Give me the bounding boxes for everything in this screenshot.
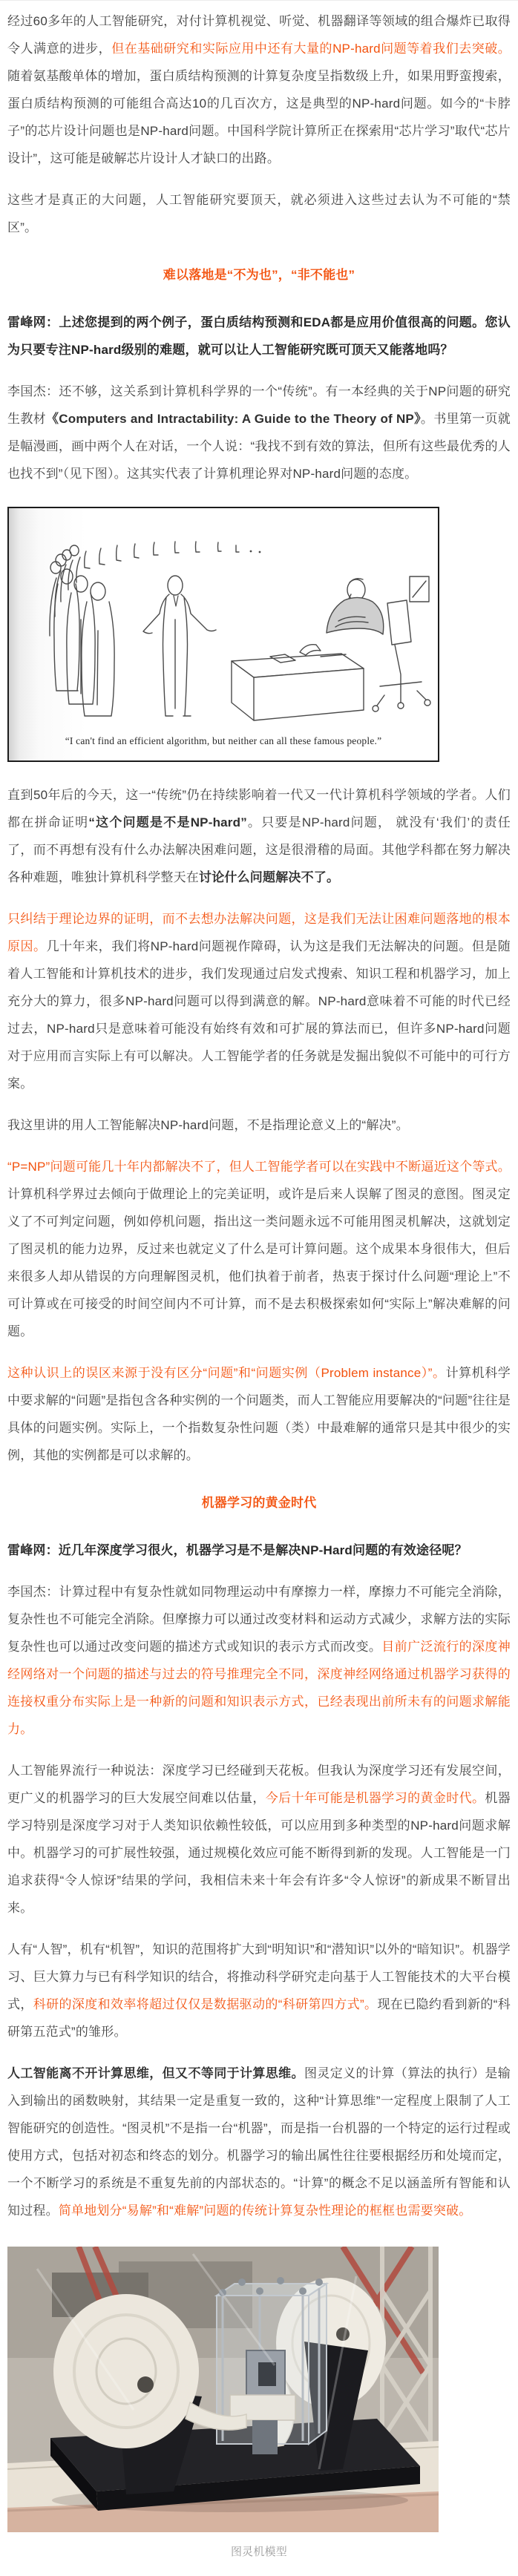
text-segment: 今后十年可能是机器学习的黄金时代。: [265, 1791, 485, 1806]
answer-2: [7, 1578, 511, 1743]
paragraph-big-problems: [7, 186, 511, 241]
turing-machine-drawing: [7, 2247, 439, 2532]
paragraph-root-cause: [7, 905, 511, 1097]
text-segment: 这些才是真正的大问题，人工智能研究要顶天，就必须进入这些过去认为不可能的“禁区”。: [7, 193, 511, 234]
turing-machine-photo: [7, 2247, 439, 2532]
text-segment: 经过60多年的人工智能研究，对付计算机视觉、听觉、机器翻译等领域的组合爆炸已取得令人满意的进步，: [7, 14, 511, 56]
text-segment: 几十年来，我们将NP-hard问题视作障碍，认为这是我们无法解决的问题。但是随着人工智能和计算机技术的进步，我们发现通过启发式搜索、知识工程和机器学习，加上充分大的算力，很多NP-hard问题可以得到满意的解。NP-hard意味着不可能的时代已经过去，NP-hard只是意味着可能没有始终有效和可扩展的算法而已，但许多NP-hard问题对于应用而言实际上有可以解决。人工智能学者的任务就是发掘出貌似不可能中的可行方案。: [7, 939, 511, 1091]
turing-machine-figure: [7, 2247, 511, 2561]
text-segment: 李国杰：计算过程中有复杂性就如同物理运动中有摩擦力一样，摩擦力不可能完全消除，复杂性也不可能完全消除。但摩擦力可以通过改变材料和运动方式减少，求解方法的实际复杂性也可以通过改变问题的描述方式或知识的表示方式而改变。: [7, 1585, 511, 1655]
text-segment: 这种认识上的误区来源于没有区分“问题”和“问题实例（Problem instance）”。: [7, 1366, 446, 1381]
cartoon-figure: [7, 507, 511, 762]
text-segment: 计算机科学中要求解的“问题”是指包含各种实例的一个问题类，而人工智能应用要解决的“问题”往往是具体的问题实例。实际上，一个指数复杂性问题（类）中最难解的通常只是其中很少的实例，其他的实例都是可以求解的。: [7, 1366, 511, 1463]
text-segment: 简单地划分“易解”和“难解”问题的传统计算复杂性理论的框框也需要突破。: [58, 2204, 472, 2218]
text-segment: 讨论什么问题解决不了。: [199, 870, 340, 885]
text-segment: 只纠结于理论边界的证明，而不去想办法解决问题，这是我们无法让困难问题落地的根本原因。: [7, 912, 511, 954]
text-segment: 图灵定义的计算（算法的执行）是输入到输出的函数映射，其结果一定是重复一致的，这种“计算思维”一定程度上限制了人工智能研究的创造性。“图灵机”不是指一台“机器”，而是指一台机器的一个特定的运行过程或使用方式，包括对初态和终态的划分。机器学习的输出属性往往要根据经历和处境而定，一个不断学习的系统是不重复先前的内部状态的。“计算”的概念不足以涵盖所有智能和认知过程。: [7, 2066, 511, 2218]
text-segment: 我这里讲的用人工智能解决NP-hard问题，不是指理论意义上的“解决”。: [7, 1118, 409, 1133]
text-segment: 直到50年后的今天，这一“传统”仍在持续影响着一代又一代计算机科学领域的学者。人们都在拼命证明: [7, 788, 511, 830]
paragraph-problem-instance: [7, 1359, 511, 1469]
text-segment: “这个问题是不是NP-hard”: [88, 815, 247, 830]
text-segment: 。书里第一页就是幅漫画，画中两个人在对话，一个人说：“我找不到有效的算法，但所有这些最优秀的人也找不到”（见下图）。这其实代表了计算机理论界对NP-hard问题的态度。: [7, 412, 511, 481]
paragraph-p-equals-np: [7, 1153, 511, 1345]
cartoon-image: [7, 507, 439, 762]
text-segment: 机器学习特别是深度学习对于人类知识依赖性较低，可以应用到多种类型的NP-hard问题求解中。机器学习的可扩展性较强，通过规模化效应可能不断得到新的发现。人工智能是一门追求获得“令人惊讶”结果的学问，我相信未来十年会有许多“令人惊讶”的新成果不断冒出来。: [7, 1791, 511, 1916]
text-segment: 人工智能界流行一种说法：深度学习已经碰到天花板。但我认为深度学习还有发展空间，更广义的机器学习的巨大发展空间难以估量，: [7, 1764, 511, 1806]
text-segment: 。只要是NP-hard问题， 就没有‘我们’的责任了，而不再想有没有什么办法解决困难问题，这是很滑稽的局面。其他学科都在努力解决各种难题，唯独计算机科学整天在: [7, 815, 511, 885]
text-segment: 人工智能离不开计算思维，但又不等同于计算思维。: [7, 2066, 304, 2081]
photo-caption: 图灵机模型: [230, 2546, 287, 2559]
paragraph-tradition: [7, 781, 511, 891]
question-2: 雷峰网：近几年深度学习很火，机器学习是不是解决NP-Hard问题的有效途径呢？: [7, 1543, 468, 1558]
text-segment: 目前广泛流行的深度神经网络对一个问题的描述与过去的符号推理完全不同，深度神经网络通过机器学习获得的连接权重分布实际上是一种新的问题和知识表示方式，已经表现出前所未有的问题求解能力。: [7, 1640, 511, 1737]
paragraph-not-theoretical: [7, 1111, 511, 1139]
paragraph-computational-thinking: [7, 2060, 511, 2224]
text-segment: 科研的深度和效率将超过仅仅是数据驱动的“科研第四方式”。: [33, 1997, 378, 2012]
question-1: 雷峰网：上述您提到的两个例子，蛋白质结构预测和EDA都是应用价值很高的问题。您认为只要专注NP-hard级别的难题，就可以让人工智能研究既可顶天又能落地吗？: [7, 315, 511, 357]
cartoon-drawing: [9, 508, 438, 731]
text-segment: 《Computers and Intractability: A Guide to the Theory of NP》: [45, 412, 421, 426]
text-segment: 随着氨基酸单体的增加，蛋白质结构预测的计算复杂度呈指数级上升，如果用野蛮搜索，蛋白质结构预测的可能组合高达10的几百次方，这是典型的NP-hard问题。如今的“卡脖子”的芯片设计问题也是NP-hard问题。中国科学院计算所正在探索用“芯片学习”取代“芯片设计”，这可能是破解芯片设计人才缺口的出路。: [7, 69, 511, 165]
text-segment: 但在基础研究和实际应用中还有大量的NP-hard问题等着我们去突破。: [111, 42, 511, 56]
text-segment: “P=NP”问题可能几十年内都解决不了，但人工智能学者可以在实践中不断逼近这个等式。: [7, 1160, 511, 1174]
text-segment: 李国杰：还不够，这关系到计算机科学界的一个“传统”。有一本经典的关于NP问题的研究生教材: [7, 384, 511, 426]
paragraph-intro: [7, 7, 511, 172]
text-segment: 计算机科学界过去倾向于做理论上的完美证明，或许是后来人误解了图灵的意图。图灵定义了不可判定问题，例如停机问题，指出这一类问题永远不可能用图灵机解决，这就划定了图灵机的能力边界，反过来也就定义了什么是可计算问题。这个成果本身很伟大，但后来很多人却从错误的方向理解图灵机，他们执着于前者，热衷于探讨什么问题“理论上”不可计算或在可接受的时间空间内不可计算，而不是去积极探索如何“实际上”解决难解的问题。: [7, 1187, 511, 1339]
text-segment: 人有“人智”，机有“机智”，知识的范围将扩大到“明知识”和“潜知识”以外的“暗知识”。机器学习、巨大算力与已有科学知识的结合，将推动科学研究走向基于人工智能技术的大平台模式，: [7, 1942, 511, 2012]
cartoon-caption: “I can't find an efficient algorithm, but neither can all these famous people.”: [65, 735, 382, 746]
section-heading-2: 机器学习的黄金时代: [201, 1496, 317, 1511]
paragraph-dark-knowledge: [7, 1936, 511, 2046]
answer-1: [7, 378, 511, 487]
text-segment: 现在已隐约看到新的“科研第五范式”的雏形。: [7, 1997, 511, 2040]
section-heading-1: 难以落地是“不为也”，“非不能也”: [163, 268, 355, 282]
paragraph-golden-age: [7, 1757, 511, 1922]
